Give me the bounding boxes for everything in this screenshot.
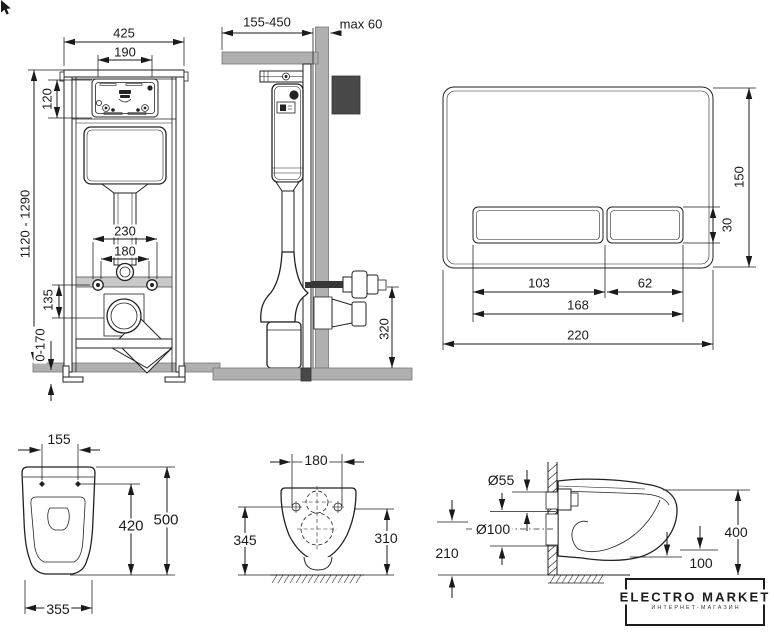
flush-plate-view (443, 87, 756, 350)
big-flush-button (473, 207, 603, 243)
cursor-icon (0, 0, 12, 16)
dim-frame-rod-spacing: 230 (114, 223, 136, 239)
dim-bowl-front-height: 310 (374, 530, 398, 546)
dim-bowl-depth: 500 (153, 511, 179, 529)
dim-side-supply-height: 320 (376, 318, 392, 340)
dim-bowl-total-height: 400 (724, 524, 748, 540)
bowl-rear-view (238, 454, 394, 583)
dim-plate-width: 220 (567, 327, 589, 343)
dim-plate-button-height: 30 (719, 217, 735, 233)
dim-bowl-outlet-diameter: Ø100 (475, 521, 511, 537)
dim-bowl-hole-spacing-rear: 180 (304, 452, 328, 468)
dim-frame-foot-range: 0-170 (32, 328, 48, 362)
dim-plate-height: 150 (731, 166, 747, 188)
dim-bowl-hole-spacing-top: 155 (47, 431, 71, 447)
dim-frame-opening-height: 120 (39, 88, 55, 110)
dim-side-depth-range: 155-450 (243, 14, 291, 30)
dim-bowl-inner-depth: 420 (118, 517, 144, 535)
dim-frame-width: 425 (113, 25, 135, 41)
dim-bowl-width: 355 (46, 601, 70, 617)
dim-bowl-outlet-height: 210 (435, 545, 459, 561)
dim-frame-opening-width: 190 (114, 44, 136, 60)
logo-title: ELECTRO MARKET (617, 590, 774, 605)
dim-bowl-bottom-clearance: 100 (689, 555, 713, 571)
dim-frame-height-range: 1120 - 1290 (17, 189, 33, 259)
frame-front-view (28, 37, 220, 401)
dim-side-wall-thickness: max 60 (339, 16, 383, 32)
dim-bowl-inlet-diameter: Ø55 (487, 472, 515, 488)
dim-plate-small-button-width: 62 (637, 275, 653, 291)
dim-bowl-rear-height: 345 (233, 532, 257, 548)
dim-frame-outlet-offset: 135 (40, 289, 56, 311)
bowl-top-view (18, 444, 175, 617)
dim-frame-bolt-spacing: 180 (114, 243, 136, 259)
dim-plate-buttons-width: 168 (567, 297, 589, 313)
small-flush-button (607, 207, 683, 243)
dim-plate-big-button-width: 103 (528, 275, 550, 291)
logo-subtitle: ИНТЕРНЕТ-МАГАЗИН (651, 605, 741, 611)
